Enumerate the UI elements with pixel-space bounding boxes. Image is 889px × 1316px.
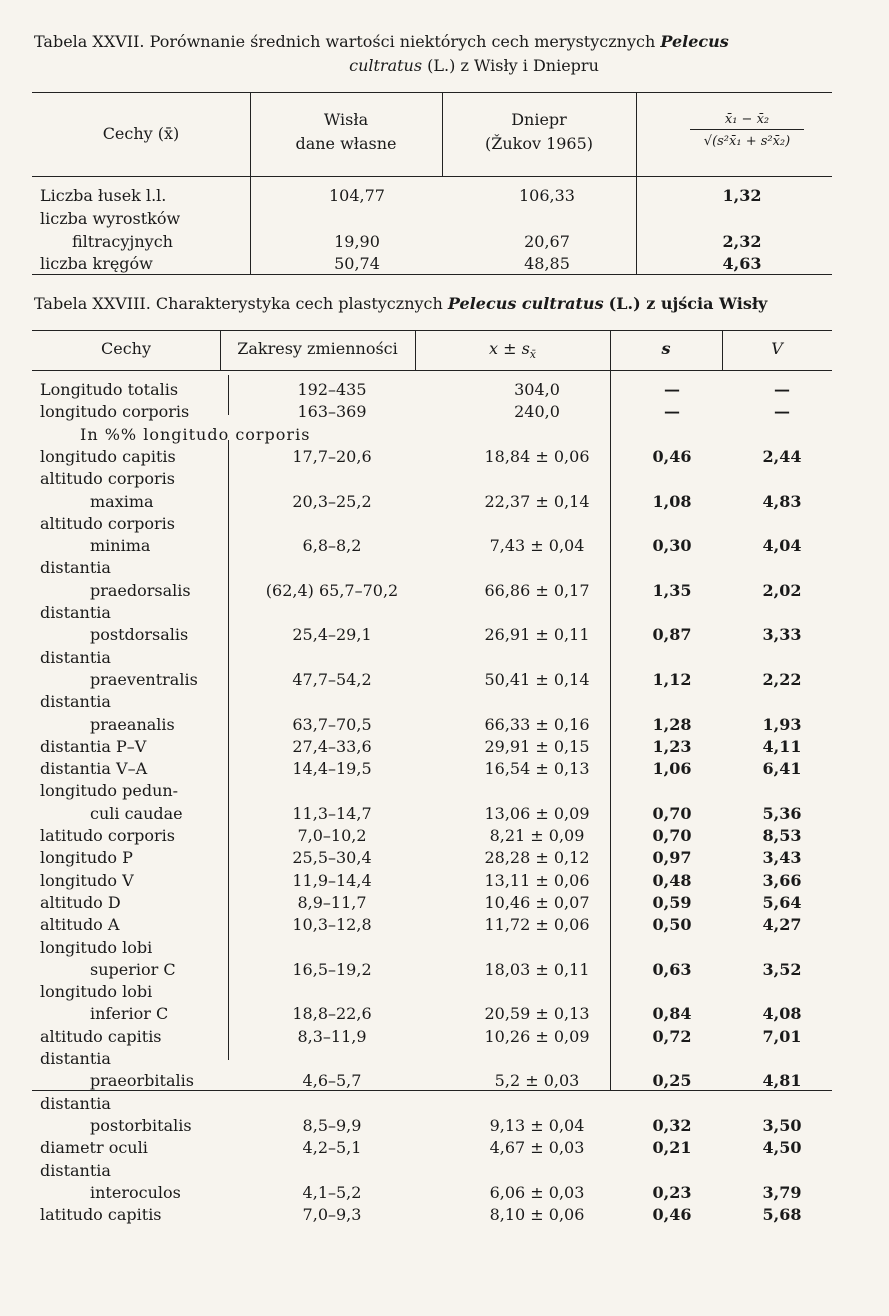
mean-value: 5,2 ± 0,03 <box>494 1071 580 1091</box>
row-label: filtracyjnych <box>72 232 173 251</box>
table28-row <box>32 556 832 579</box>
row-label: distantia <box>40 1160 111 1180</box>
s-value: 0,70 <box>652 826 692 845</box>
range-value: 20,3–25,2 <box>292 491 372 511</box>
ratio-value: 2,32 <box>722 232 762 251</box>
row-label: latitudo corporis <box>40 826 175 845</box>
table27-top-rule <box>32 92 832 93</box>
v-value: 8,53 <box>762 826 802 845</box>
s-value: 0,30 <box>652 536 692 556</box>
table28-top-rule <box>32 330 832 331</box>
mean-value: 18,84 ± 0,06 <box>484 446 590 466</box>
row-label: longitudo P <box>40 848 133 868</box>
table27-row <box>32 207 832 230</box>
range-value: 192–435 <box>297 380 367 399</box>
row-label: inferior C <box>90 1004 169 1024</box>
table27-ratio-denominator: √(s²x̄₁ + s²x̄₂) <box>703 134 791 149</box>
s-value: 0,63 <box>652 959 692 979</box>
range-value: 27,4–33,6 <box>292 736 372 756</box>
row-label: superior C <box>90 959 176 979</box>
table28-row <box>32 757 832 780</box>
table27-ratio-numerator: x̄₁ − x̄₂ <box>690 112 804 130</box>
range-value: 4,2–5,1 <box>302 1138 362 1158</box>
table28-header-rule <box>32 370 832 371</box>
v-value: 2,44 <box>762 446 802 466</box>
table27-caption-prefix: Tabela XXVII. Porównanie średnich wartości niektórych cech merystycznych <box>34 32 656 51</box>
v-value: 3,52 <box>762 959 802 979</box>
row-label: altitudo corporis <box>40 469 175 489</box>
mean-value: 13,11 ± 0,06 <box>484 870 590 890</box>
row-label: longitudo V <box>40 870 134 890</box>
v-value: 5,64 <box>762 892 802 912</box>
v-value: 6,41 <box>762 759 802 779</box>
row-label: culi caudae <box>90 803 183 823</box>
s-value: 1,06 <box>652 759 692 779</box>
ratio-value: 4,63 <box>722 254 762 273</box>
v-value: 5,36 <box>762 803 802 823</box>
row-label: altitudo D <box>40 892 121 912</box>
range-value: 10,3–12,8 <box>292 915 372 935</box>
mean-value: 66,33 ± 0,16 <box>484 714 590 734</box>
table28-row <box>32 1181 832 1204</box>
range-value: 18,8–22,6 <box>292 1004 372 1024</box>
range-value: 11,9–14,4 <box>292 870 372 890</box>
table28-row <box>32 467 832 490</box>
range-value: 25,5–30,4 <box>292 848 372 868</box>
s-value: 1,12 <box>652 669 692 689</box>
row-label: liczba kręgów <box>40 254 153 273</box>
table28-row <box>32 646 832 669</box>
s-value: 1,08 <box>652 491 692 511</box>
row-label: praeventralis <box>90 669 198 689</box>
row-label: distantia <box>40 647 111 667</box>
table28-row <box>32 1136 832 1159</box>
table28-row <box>32 936 832 959</box>
table28 <box>32 330 832 1225</box>
mean-value: 16,54 ± 0,13 <box>484 759 590 779</box>
row-label: altitudo corporis <box>40 513 175 533</box>
range-value: 11,3–14,7 <box>292 803 372 823</box>
v-value: 4,83 <box>762 491 802 511</box>
table27-header-ratio <box>672 112 822 149</box>
row-label: interoculos <box>90 1182 181 1202</box>
row-label: altitudo capitis <box>40 1026 162 1046</box>
table28-row <box>32 891 832 914</box>
row-label: latitudo capitis <box>40 1205 162 1225</box>
row-label: praeanalis <box>90 714 175 734</box>
table27-caption-species: cultratus <box>349 56 423 75</box>
table28-span-row <box>32 423 832 446</box>
v-value: 5,68 <box>762 1205 802 1225</box>
s-value: 1,28 <box>652 714 692 734</box>
mean-value: 28,28 ± 0,12 <box>484 848 590 868</box>
row-label: distantia <box>40 1093 111 1113</box>
table28-row <box>32 846 832 869</box>
range-value: 6,8–8,2 <box>302 536 362 556</box>
s-value: 0,32 <box>652 1115 692 1135</box>
s-value: 0,50 <box>652 915 692 935</box>
v-value: 7,01 <box>762 1026 802 1046</box>
range-value: 25,4–29,1 <box>292 625 372 645</box>
dniepr-value: 48,85 <box>524 254 570 273</box>
v-value: 4,11 <box>762 736 802 756</box>
v-value: 3,43 <box>762 848 802 868</box>
table27-header-cechy: Cechy (x̄) <box>102 124 180 143</box>
row-label: Liczba łusek l.l. <box>40 186 167 205</box>
dniepr-value: 106,33 <box>519 186 575 205</box>
row-label: distantia V–A <box>40 759 148 779</box>
table28-row <box>32 601 832 624</box>
v-value: 3,79 <box>762 1182 802 1202</box>
table28-header-cechy: Cechy <box>100 339 151 358</box>
range-value: 8,9–11,7 <box>297 892 367 912</box>
span-row-label: In %% longitudo corporis <box>80 424 311 444</box>
s-value: 0,46 <box>652 1205 692 1225</box>
row-label: longitudo lobi <box>40 982 153 1002</box>
range-value: 14,4–19,5 <box>292 759 372 779</box>
v-value: 2,22 <box>762 669 802 689</box>
mean-value: 6,06 ± 0,03 <box>489 1182 585 1202</box>
table27-caption-rest: (L.) z Wisły i Dniepru <box>427 56 599 75</box>
table28-row <box>32 623 832 646</box>
s-value: 0,46 <box>652 446 692 466</box>
mean-value: 10,46 ± 0,07 <box>484 892 590 912</box>
table27-header-dniepr <box>442 108 636 156</box>
table28-row <box>32 668 832 691</box>
s-value: 0,72 <box>652 1026 692 1046</box>
row-label: longitudo capitis <box>40 446 176 466</box>
row-label: praeorbitalis <box>90 1071 194 1091</box>
s-value: 0,25 <box>652 1071 692 1091</box>
table28-row <box>32 445 832 468</box>
row-label: longitudo pedun- <box>40 781 179 801</box>
wisla-value: 50,74 <box>334 254 380 273</box>
table28-row <box>32 1047 832 1070</box>
mean-value: 22,37 ± 0,14 <box>484 491 590 511</box>
table28-row <box>32 980 832 1003</box>
table28-row <box>32 490 832 513</box>
mean-value: 26,91 ± 0,11 <box>484 625 590 645</box>
s-value: 0,84 <box>652 1004 692 1024</box>
v-value: 4,50 <box>762 1138 802 1158</box>
range-value: 8,5–9,9 <box>302 1115 362 1135</box>
mean-value: 10,26 ± 0,09 <box>484 1026 590 1046</box>
v-value: 4,04 <box>762 536 802 556</box>
table28-header-v: V <box>771 339 783 358</box>
s-value: 0,23 <box>652 1182 692 1202</box>
row-label: postdorsalis <box>90 625 189 645</box>
table27-header-dniepr-2: (Žukov 1965) <box>484 134 594 153</box>
mean-value: 20,59 ± 0,13 <box>484 1004 590 1024</box>
range-value: 16,5–19,2 <box>292 959 372 979</box>
v-value: 2,02 <box>762 580 802 600</box>
table27-header-wisla-1: Wisła <box>323 110 369 129</box>
s-value: 0,70 <box>652 803 692 823</box>
mean-value: 7,43 ± 0,04 <box>489 536 585 556</box>
row-label: Longitudo totalis <box>40 380 179 399</box>
table28-row <box>32 512 832 535</box>
wisla-value: 19,90 <box>334 232 380 251</box>
s-value: 0,48 <box>652 870 692 890</box>
mean-value: 304,0 <box>514 380 560 399</box>
range-value: 7,0–9,3 <box>302 1205 362 1225</box>
mean-value: 4,67 ± 0,03 <box>489 1138 585 1158</box>
table28-row <box>32 378 832 401</box>
s-value: 1,35 <box>652 580 692 600</box>
mean-value: 11,72 ± 0,06 <box>484 915 590 935</box>
row-label: praedorsalis <box>90 580 191 600</box>
table27-row <box>32 230 832 253</box>
row-label: altitudo A <box>40 915 120 935</box>
v-value: 3,66 <box>762 870 802 890</box>
mean-value: 18,03 ± 0,11 <box>484 959 590 979</box>
table28-row <box>32 869 832 892</box>
table28-row <box>32 1203 832 1226</box>
row-label: distantia <box>40 692 111 712</box>
s-value: 0,59 <box>652 892 692 912</box>
table28-row <box>32 400 832 423</box>
table28-header-s: s <box>661 339 671 358</box>
mean-value: 8,10 ± 0,06 <box>489 1205 585 1225</box>
row-label: distantia <box>40 1049 111 1068</box>
v-value: — <box>774 402 790 422</box>
s-value: 0,87 <box>652 625 692 645</box>
range-value: 63,7–70,5 <box>292 714 372 734</box>
table28-row <box>32 802 832 825</box>
v-value: — <box>774 380 790 399</box>
mean-value: 29,91 ± 0,15 <box>484 736 590 756</box>
table28-header-zakres: Zakresy zmienności <box>237 339 398 358</box>
table28-row <box>32 1092 832 1115</box>
row-label: maxima <box>90 491 154 511</box>
table28-row <box>32 690 832 713</box>
table28-row <box>32 579 832 602</box>
table28-row <box>32 824 832 847</box>
table27-header-dniepr-1: Dniepr <box>511 110 567 129</box>
s-value: 0,97 <box>652 848 692 868</box>
table28-row <box>32 713 832 736</box>
table28-row <box>32 1002 832 1025</box>
v-value: 1,93 <box>762 714 802 734</box>
row-label: liczba wyrostków <box>40 209 181 228</box>
s-value: — <box>664 380 680 399</box>
ratio-value: 1,32 <box>722 186 762 205</box>
v-value: 3,50 <box>762 1115 802 1135</box>
range-value: (62,4) 65,7–70,2 <box>265 580 399 600</box>
range-value: 4,6–5,7 <box>302 1071 362 1091</box>
table28-row <box>32 1025 832 1048</box>
row-label: distantia P–V <box>40 736 147 756</box>
v-value: 4,81 <box>762 1071 802 1091</box>
table28-row <box>32 735 832 758</box>
header-mean-sub: x̄ <box>529 348 537 362</box>
row-label: longitudo corporis <box>40 402 190 422</box>
dniepr-value: 20,67 <box>524 232 570 251</box>
row-label: postorbitalis <box>90 1115 192 1135</box>
table27-header-rule <box>32 176 832 177</box>
range-value: 47,7–54,2 <box>292 669 372 689</box>
table28-row <box>32 534 832 557</box>
table27-row <box>32 184 832 207</box>
range-value: 163–369 <box>297 402 367 422</box>
range-value: 8,3–11,9 <box>297 1026 367 1046</box>
table27-row <box>32 252 832 275</box>
mean-value: 9,13 ± 0,04 <box>489 1115 585 1135</box>
mean-value: 240,0 <box>514 402 560 422</box>
table28-caption-rest: (L.) z ujścia Wisły <box>608 294 768 313</box>
table28-caption-species: Pelecus cultratus <box>447 294 604 313</box>
mean-value: 13,06 ± 0,09 <box>484 803 590 823</box>
table27-header-wisla-2: dane własne <box>295 134 397 153</box>
table27-caption-genus: Pelecus <box>660 32 729 51</box>
v-value: 4,27 <box>762 915 802 935</box>
table28-row <box>32 1114 832 1137</box>
range-value: 7,0–10,2 <box>297 826 367 845</box>
table28-row <box>32 1069 832 1092</box>
table27-header-wisla <box>250 108 442 156</box>
table28-header-mean <box>415 338 610 366</box>
mean-value: 66,86 ± 0,17 <box>484 580 590 600</box>
table28-caption <box>34 292 834 316</box>
v-value: 4,08 <box>762 1004 802 1024</box>
v-value: 3,33 <box>762 625 802 645</box>
row-label: diametr oculi <box>40 1138 148 1158</box>
table27-caption <box>34 30 834 78</box>
table27 <box>32 92 832 274</box>
s-value: 1,23 <box>652 736 692 756</box>
row-label: minima <box>90 536 151 556</box>
table28-caption-prefix: Tabela XXVIII. Charakterystyka cech plastycznych <box>34 294 443 313</box>
range-value: 4,1–5,2 <box>302 1182 362 1202</box>
row-label: distantia <box>40 558 111 578</box>
mean-value: 50,41 ± 0,14 <box>484 669 590 689</box>
table28-row <box>32 958 832 981</box>
table28-row <box>32 913 832 936</box>
wisla-value: 104,77 <box>329 186 385 205</box>
table28-row <box>32 1159 832 1182</box>
s-value: 0,21 <box>652 1138 692 1158</box>
row-label: longitudo lobi <box>40 937 153 957</box>
mean-value: 8,21 ± 0,09 <box>489 826 585 845</box>
range-value: 17,7–20,6 <box>292 446 372 466</box>
table28-row <box>32 779 832 802</box>
header-mean-text: x ± s <box>488 339 530 358</box>
s-value: — <box>664 402 680 422</box>
row-label: distantia <box>40 603 111 622</box>
